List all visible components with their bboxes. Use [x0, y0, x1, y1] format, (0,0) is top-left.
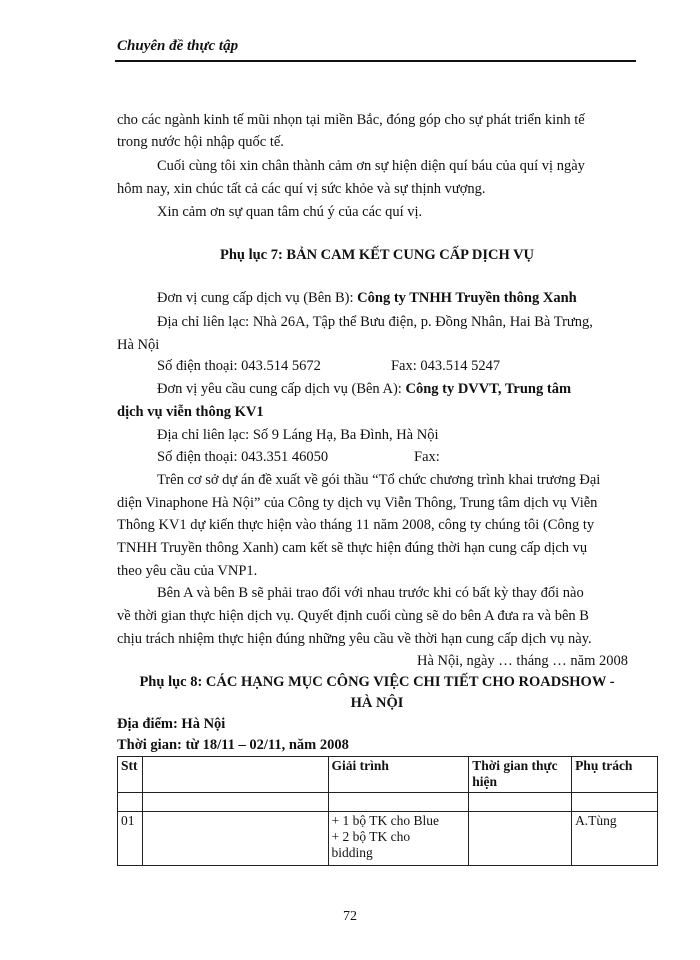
client-address: Địa chỉ liên lạc: Số 9 Láng Hạ, Ba Đình, Hà Nội	[157, 427, 439, 443]
provider-address-1: Địa chỉ liên lạc: Nhà 26A, Tập thể Bưu điện, p. Đồng Nhân, Hai Bà Trưng,	[157, 314, 593, 330]
client-label: Đơn vị yêu cầu cung cấp dịch vụ (Bên A):	[157, 381, 406, 397]
running-header-title: Chuyên đề thực tập	[117, 38, 239, 54]
appendix-8-title-1: Phụ lục 8: CÁC HẠNG MỤC CÔNG VIỆC CHI TIẾT CHO ROADSHOW -	[139, 674, 615, 690]
intro-line-2: trong nước hội nhập quốc tế.	[117, 134, 284, 150]
intro-line-4: hôm nay, xin chúc tất cả các quí vị sức khỏe và sự thịnh vượng.	[117, 181, 486, 197]
provider-line	[117, 289, 637, 307]
table-spacer-row	[118, 793, 658, 812]
appendix-8-title-2: HÀ NỘI	[350, 695, 404, 711]
row-item	[142, 812, 328, 866]
row-time	[469, 812, 572, 866]
commitment-line-5: theo yêu cầu của VNP1.	[117, 563, 258, 579]
event-time: Thời gian: từ 18/11 – 02/11, năm 2008	[117, 737, 349, 753]
row-explanation-line-2: + 2 bộ TK cho	[331, 829, 411, 844]
row-stt: 01	[118, 812, 143, 866]
appendix-7-title: Phụ lục 7: BẢN CAM KẾT CUNG CẤP DỊCH VỤ	[219, 247, 535, 263]
change-line-2: về thời gian thực hiện dịch vụ. Quyết định cuối cùng sẽ do bên A đưa ra và bên B	[117, 608, 589, 624]
row-explanation-line-3: bidding	[331, 845, 373, 860]
header-owner: Phụ trách	[572, 757, 658, 793]
client-name-2: dịch vụ viễn thông KV1	[117, 404, 264, 420]
provider-name: Công ty TNHH Truyền thông Xanh	[357, 290, 577, 306]
intro-line-1: cho các ngành kinh tế mũi nhọn tại miền Bắc, đóng góp cho sự phát triển kinh tế	[117, 112, 585, 128]
client-phone: Số điện thoại: 043.351 46050	[157, 449, 329, 465]
header-time-line-2: hiện	[472, 774, 498, 789]
change-line-3: chịu trách nhiệm thực hiện đúng những yêu cầu về thời hạn cung cấp dịch vụ này.	[117, 631, 592, 647]
task-table	[117, 756, 658, 866]
header-stt: Stt	[118, 757, 143, 793]
commitment-line-4: TNHH Truyền thông Xanh) cam kết sẽ thực hiện đúng thời hạn cung cấp dịch vụ	[117, 540, 588, 556]
client-fax: Fax:	[414, 449, 440, 465]
change-line-1: Bên A và bên B sẽ phải trao đổi với nhau trước khi có bất kỳ thay đổi nào	[157, 585, 584, 601]
event-location: Địa điểm: Hà Nội	[117, 716, 226, 732]
commitment-line-3: Thông KV1 dự kiến thực hiện vào tháng 11 năm 2008, công ty chúng tôi (Công ty	[117, 517, 595, 533]
date-line: Hà Nội, ngày … tháng … năm 2008	[416, 653, 628, 669]
intro-line-5: Xin cảm ơn sự quan tâm chú ý của các quí vị.	[157, 204, 423, 220]
header-explanation: Giải trình	[328, 757, 469, 793]
header-time	[469, 757, 572, 793]
row-owner: A.Tùng	[572, 812, 658, 866]
row-explanation-line-1: + 1 bộ TK cho Blue	[331, 813, 439, 828]
provider-address-2: Hà Nội	[117, 337, 160, 353]
header-column-2	[142, 757, 328, 793]
commitment-line-2: diện Vinaphone Hà Nội” của Công ty dịch vụ Viễn Thông, Trung tâm dịch vụ Viễn	[117, 495, 598, 511]
client-name-1: Công ty DVVT, Trung tâm	[405, 381, 572, 397]
row-explanation	[328, 812, 469, 866]
header-divider	[115, 60, 636, 62]
provider-label: Đơn vị cung cấp dịch vụ (Bên B):	[157, 290, 358, 306]
provider-phone: Số điện thoại: 043.514 5672	[157, 358, 321, 374]
header-time-line-1: Thời gian thực	[472, 758, 558, 773]
table-header-row	[118, 757, 658, 793]
commitment-line-1: Trên cơ sở dự án đề xuất về gói thầu “Tổ chức chương trình khai trương Đại	[157, 472, 601, 488]
client-name-line-2	[117, 403, 637, 421]
client-contact	[117, 448, 637, 466]
page-number: 72	[343, 909, 357, 924]
client-line	[117, 380, 637, 398]
table-row	[118, 812, 658, 866]
provider-contact	[117, 357, 637, 375]
provider-fax: Fax: 043.514 5247	[390, 358, 501, 374]
intro-line-3: Cuối cùng tôi xin chân thành cảm ơn sự hiện diện quí báu của quí vị ngày	[157, 158, 585, 174]
